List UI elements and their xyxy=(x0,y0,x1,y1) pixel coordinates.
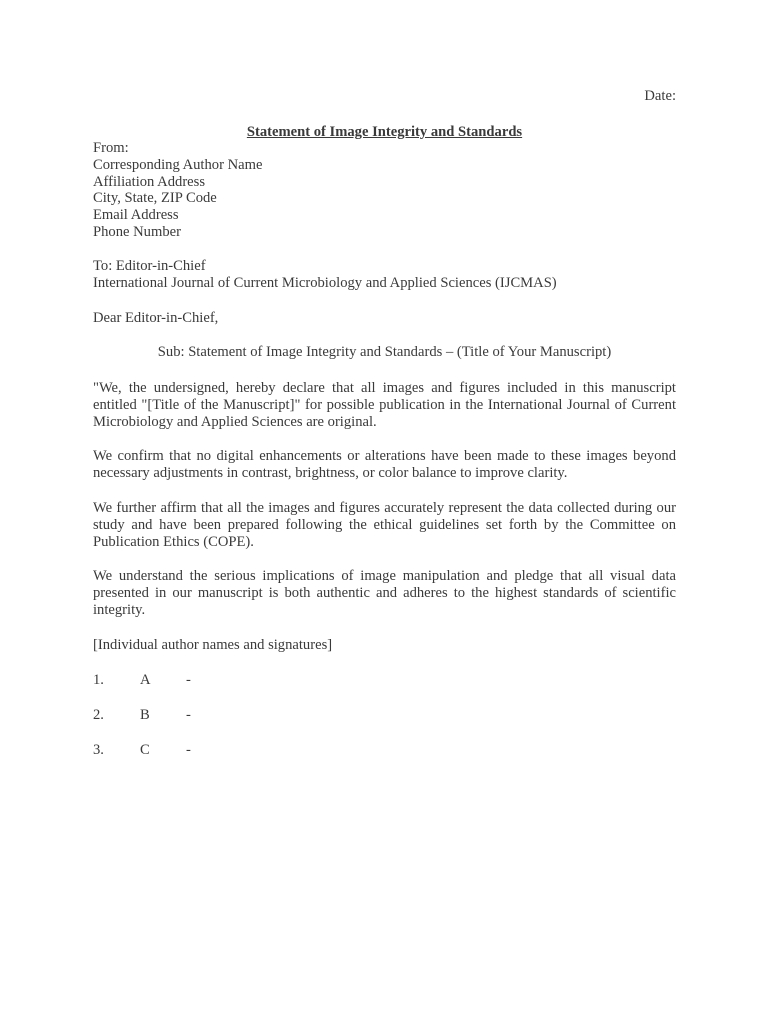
affiliation-line: Affiliation Address xyxy=(93,173,206,190)
author-name: C xyxy=(140,742,150,758)
email-line: Email Address xyxy=(93,207,179,224)
document-title: Statement of Image Integrity and Standards xyxy=(246,124,523,140)
paragraph-confirmation: We confirm that no digital enhancements or alterations have been made to these images beyond necessary adjustments in contrast, brightness, or color balance to improve clarity. xyxy=(93,448,676,481)
author-row xyxy=(93,742,293,759)
to-block xyxy=(93,258,557,292)
author-row xyxy=(93,707,293,724)
author-number: 3. xyxy=(93,742,104,758)
author-signature-dash: - xyxy=(186,707,191,723)
signatures-label: [Individual author names and signatures] xyxy=(93,637,333,653)
from-block xyxy=(93,140,262,241)
author-number: 2. xyxy=(93,707,104,723)
author-number: 1. xyxy=(93,672,104,688)
author-name-line: Corresponding Author Name xyxy=(93,156,263,173)
author-signature-dash: - xyxy=(186,742,191,758)
paragraph-declaration: "We, the undersigned, hereby declare that all images and figures included in this manuscript entitled "[Title of the Manuscript]" for possible publication in the International Journal of Current Microbiology and Applied Sciences are original. xyxy=(93,380,676,430)
author-row xyxy=(93,672,293,689)
to-recipient: To: Editor-in-Chief xyxy=(93,258,206,274)
from-label: From: xyxy=(93,140,129,156)
city-line: City, State, ZIP Code xyxy=(93,190,217,207)
author-signature-dash: - xyxy=(186,672,191,688)
salutation: Dear Editor-in-Chief, xyxy=(93,310,219,326)
paragraph-affirmation: We further affirm that all the images and figures accurately represent the data collected during our study and have been prepared following the ethical guidelines set forth by the Committee on Publication Ethics (COPE). xyxy=(93,500,676,550)
paragraph-understanding: We understand the serious implications of image manipulation and pledge that all visual data presented in our manuscript is both authentic and adheres to the highest standards of scientific integrity. xyxy=(93,568,676,618)
author-name: B xyxy=(140,707,150,723)
subject-line: Sub: Statement of Image Integrity and Standards – (Title of Your Manuscript) xyxy=(157,344,612,360)
date-label: Date: xyxy=(644,88,676,104)
to-journal: International Journal of Current Microbiology and Applied Sciences (IJCMAS) xyxy=(93,274,557,291)
phone-line: Phone Number xyxy=(93,223,181,240)
author-name: A xyxy=(140,672,151,688)
